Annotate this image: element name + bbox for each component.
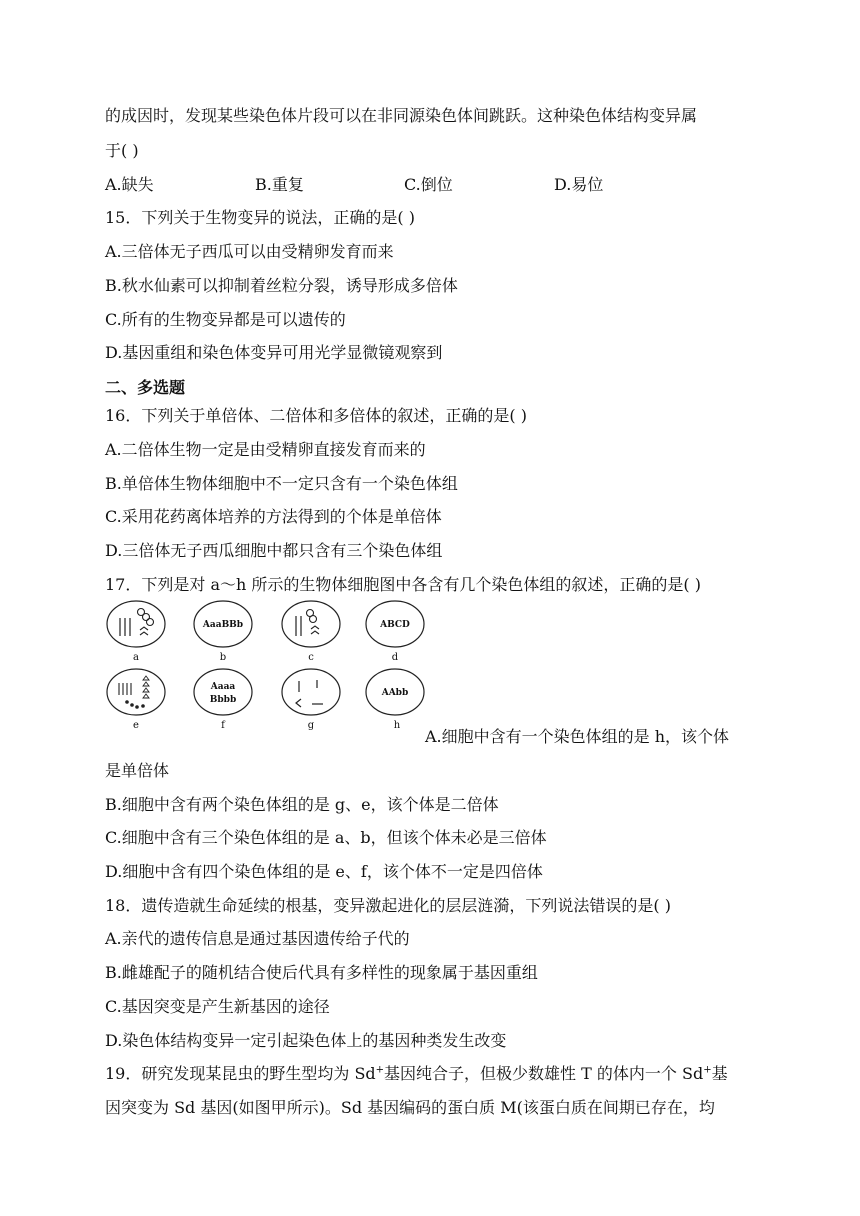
q19-sup-2: + <box>703 1064 712 1076</box>
cell-b-label: b <box>219 652 227 663</box>
q17-option-b[interactable]: B.细胞中含有两个染色体组的是 g、e，该个体是二倍体 <box>105 795 499 814</box>
q14-stem-line2: 于( ) <box>105 141 139 160</box>
cell-d-drawing <box>365 600 425 650</box>
cell-f <box>193 668 253 731</box>
cell-a-drawing <box>106 600 166 650</box>
cell-c-drawing <box>281 600 341 650</box>
q18-stem: 18．遗传造就生命延续的根基，变异激起进化的层层涟漪，下列说法错误的是( ) <box>105 896 671 915</box>
cell-g-drawing <box>281 668 341 718</box>
q14-option-d[interactable]: D.易位 <box>554 175 604 194</box>
q16-stem: 16．下列关于单倍体、二倍体和多倍体的叙述，正确的是( ) <box>105 406 527 425</box>
q17-option-a-part1[interactable]: A.细胞中含有一个染色体组的是 h，该个体 <box>425 727 730 746</box>
q14-option-c[interactable]: C.倒位 <box>404 175 453 194</box>
cell-a <box>106 600 166 663</box>
cell-d-genotype: ABCD <box>380 620 410 630</box>
q14-option-b[interactable]: B.重复 <box>255 175 304 194</box>
q16-option-a[interactable]: A.二倍体生物一定是由受精卵直接发育而来的 <box>105 440 426 459</box>
q15-option-d[interactable]: D.基因重组和染色体变异可用光学显微镜观察到 <box>105 343 443 362</box>
q19-text-3: 基 <box>711 1064 728 1083</box>
q17-stem: 17．下列是对 a～h 所示的生物体细胞图中各含有几个染色体组的叙述，正确的是( ) <box>105 575 701 594</box>
cell-f-label: f <box>221 720 225 731</box>
cell-d-label: d <box>391 652 399 663</box>
cell-h-label: h <box>393 720 401 731</box>
q18-option-d[interactable]: D.染色体结构变异一定引起染色体上的基因种类发生改变 <box>105 1031 507 1050</box>
q19-text-2: 基因纯合子，但极少数雄性 T 的体内一个 Sd <box>384 1064 704 1083</box>
q14-stem-line1: 的成因时，发现某些染色体片段可以在非同源染色体间跳跃。这种染色体结构变异属 <box>105 106 698 125</box>
cell-g <box>281 668 341 731</box>
cell-a-label: a <box>133 652 139 663</box>
q18-option-a[interactable]: A.亲代的遗传信息是通过基因遗传给子代的 <box>105 929 410 948</box>
q15-option-a[interactable]: A.三倍体无子西瓜可以由受精卵发育而来 <box>105 242 394 261</box>
q18-option-c[interactable]: C.基因突变是产生新基因的途径 <box>105 997 330 1016</box>
cell-g-label: g <box>307 720 315 731</box>
cell-f-genotype-1: Aaaa <box>210 682 236 692</box>
cell-b <box>193 600 253 663</box>
cell-c-label: c <box>308 652 314 663</box>
cell-b-genotype: AaaBBb <box>202 620 244 630</box>
cell-f-genotype-2: Bbbb <box>209 695 237 705</box>
cell-b-drawing <box>193 600 253 650</box>
cell-d <box>365 600 425 663</box>
q19-text-1: 19．研究发现某昆虫的野生型均为 Sd <box>105 1064 376 1083</box>
q14-option-a[interactable]: A.缺失 <box>105 175 154 194</box>
cell-e <box>106 668 166 731</box>
q17-option-d[interactable]: D.细胞中含有四个染色体组的是 e、f，该个体不一定是四倍体 <box>105 862 543 881</box>
q15-option-c[interactable]: C.所有的生物变异都是可以遗传的 <box>105 310 346 329</box>
q17-option-c[interactable]: C.细胞中含有三个染色体组的是 a、b，但该个体未必是三倍体 <box>105 828 547 847</box>
cell-e-drawing <box>106 668 166 718</box>
q16-option-c[interactable]: C.采用花药离体培养的方法得到的个体是单倍体 <box>105 507 442 526</box>
cell-h-genotype: AAbb <box>381 688 409 698</box>
q19-stem-line2: 因突变为 Sd 基因(如图甲所示)。Sd 基因编码的蛋白质 M(该蛋白质在间期已存在，均 <box>105 1098 715 1117</box>
cell-h <box>365 668 425 731</box>
q19-sup-1: + <box>375 1064 385 1076</box>
q15-stem: 15．下列关于生物变异的说法，正确的是( ) <box>105 208 415 227</box>
q19-stem-line1 <box>105 1064 728 1084</box>
q16-option-b[interactable]: B.单倍体生物体细胞中不一定只含有一个染色体组 <box>105 474 458 493</box>
q17-option-a-part2[interactable]: 是单倍体 <box>105 761 170 780</box>
section-heading: 二、多选题 <box>105 378 186 397</box>
q14-options <box>105 175 745 195</box>
cell-e-label: e <box>133 720 139 731</box>
q18-option-b[interactable]: B.雌雄配子的随机结合使后代具有多样性的现象属于基因重组 <box>105 963 538 982</box>
q16-option-d[interactable]: D.三倍体无子西瓜细胞中都只含有三个染色体组 <box>105 541 443 560</box>
cell-c <box>281 600 341 663</box>
cell-h-drawing <box>365 668 425 718</box>
q15-option-b[interactable]: B.秋水仙素可以抑制着丝粒分裂，诱导形成多倍体 <box>105 276 458 295</box>
cell-f-drawing <box>193 668 253 718</box>
